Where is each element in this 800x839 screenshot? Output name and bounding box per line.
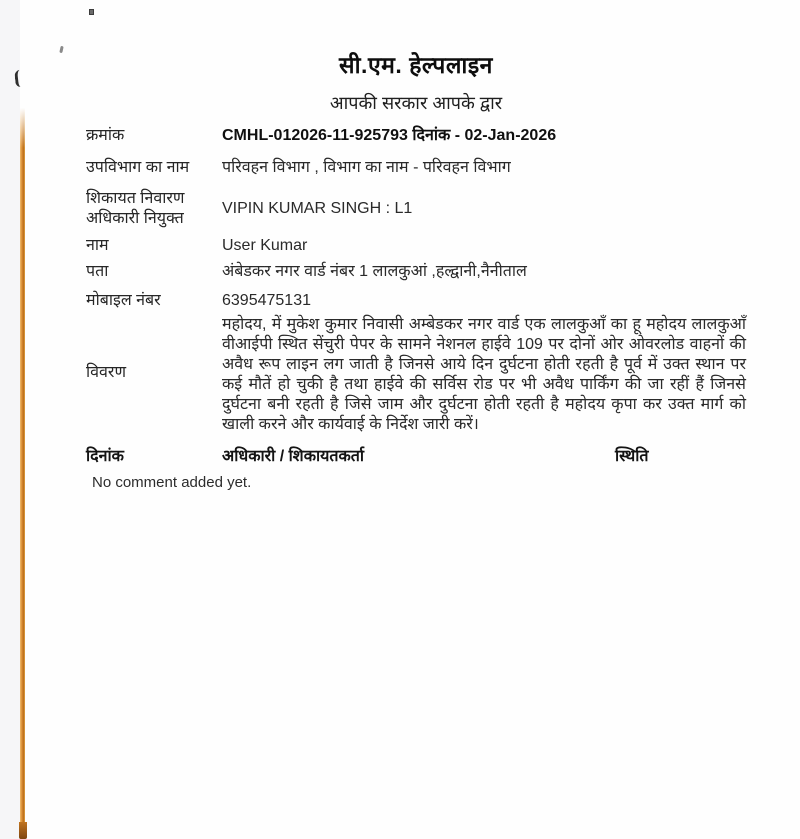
field-label: नाम [86,237,109,254]
field-value: अंबेडकर नगर वार्ड नंबर 1 लालकुआं ,हल्द्वानी,नैनीताल [222,263,527,280]
field-value: परिवहन विभाग , विभाग का नाम - परिवहन विभाग [222,159,511,176]
field-label: शिकायत निवारण अधिकारी नियुक्त [86,190,185,227]
comments-header-row [86,444,746,466]
field-value: User Kumar [222,237,308,254]
field-row-description [86,315,746,435]
field-label: क्रमांक [86,127,125,144]
comments-column-date: दिनांक [86,448,124,465]
field-value: VIPIN KUMAR SINGH : L1 [222,200,413,217]
comments-column-officer-complainant: अधिकारी / शिकायतकर्ता [222,448,365,465]
field-label: पता [86,263,109,280]
field-value: महोदय, में मुकेश कुमार निवासी अम्बेडकर नगर वार्ड एक लालकुआँ का हू महोदय लालकुआँ वीआईपी स्थित सेंचुरी पेपर के सामने नेशनल हाईवे 109 पर दोनों ओर ओवरलोड वाहनों की अवैध रूप लाइन लग जाती है जिनसे आये दिन दुर्घटना होती रहती है पूर्व में उक्त स्थान पर कई मौतें हो चुकी है तथा हाईवे की सर्विस रोड पर भी अवैध पार्किंग की जा रहीं हैं जिनसे दुर्घटना बनी रहती है जिसे जाम और दुर्घटना होती रहती है महोदय कृपा कर उक्त मार्ग को खाली करने और कार्यवाई के निर्देश जारी करें। [222,316,746,433]
field-label: उपविभाग का नाम [86,159,190,176]
field-value: 6395475131 [222,292,311,309]
field-row-serial [86,126,746,146]
field-label: विवरण [86,364,127,381]
field-row-address [86,262,746,282]
field-value: CMHL-012026-11-925793 दिनांक - 02-Jan-2026 [222,127,557,144]
field-row-mobile [86,291,746,311]
page-title: सी.एम. हेल्पलाइन [339,52,493,78]
no-comment-message: No comment added yet. [92,474,252,491]
field-row-name [86,236,746,256]
field-row-subdivision [86,158,746,178]
comments-column-status: स्थिति [615,448,649,465]
field-row-officer [86,189,746,229]
field-label: मोबाइल नंबर [86,292,161,309]
page-subtitle: आपकी सरकार आपके द्वार [329,93,503,113]
